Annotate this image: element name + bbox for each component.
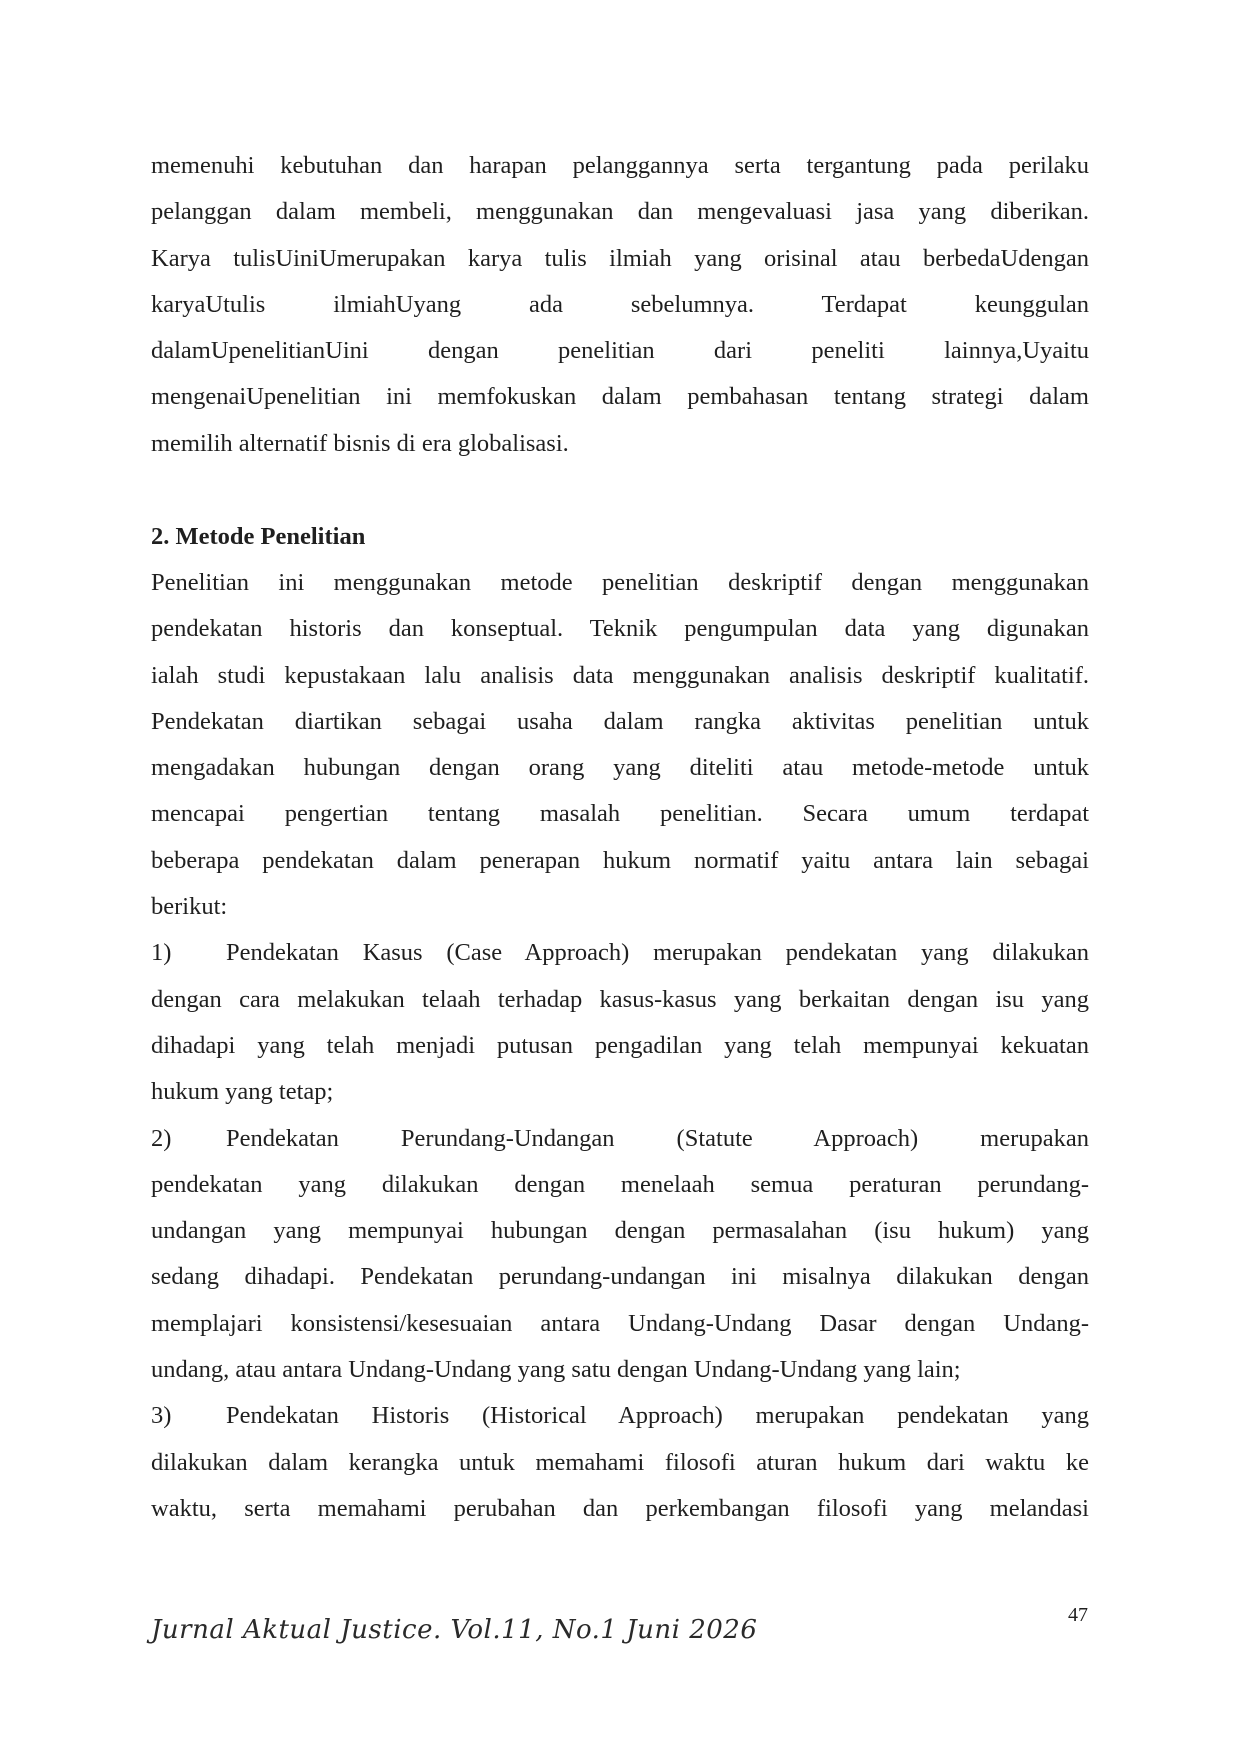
text-line: Penelitian ini menggunakan metode penelitian deskriptif dengan menggunakan xyxy=(151,569,1089,596)
journal-footer: Jurnal Aktual Justice. Vol.11, No.1 Juni 2026 xyxy=(151,1615,758,1645)
text-line: dilakukan dalam kerangka untuk memahami filosofi aturan hukum dari waktu ke xyxy=(151,1448,1089,1476)
text-line: Pendekatan diartikan sebagai usaha dalam rangka aktivitas penelitian untuk xyxy=(151,707,1089,735)
text-line: pendekatan historis dan konseptual. Teknik pengumpulan data yang digunakan xyxy=(151,615,1089,643)
text-line: memenuhi kebutuhan dan harapan pelanggannya serta tergantung pada perilaku xyxy=(151,152,1089,179)
list-text: Pendekatan Kasus (Case Approach) merupakan pendekatan yang dilakukan xyxy=(226,939,1089,967)
text-line: memplajari konsistensi/kesesuaian antara Undang-Undang Dasar dengan Undang- xyxy=(151,1309,1089,1337)
text-line: hukum yang tetap; xyxy=(151,1078,334,1106)
text-line: Karya tulisUiniUmerupakan karya tulis ilmiah yang orisinal atau berbedaUdengan xyxy=(151,244,1089,272)
text-line: mengadakan hubungan dengan orang yang diteliti atau metode-metode untuk xyxy=(151,754,1089,782)
text-line: sedang dihadapi. Pendekatan perundang-undangan ini misalnya dilakukan dengan xyxy=(151,1263,1089,1291)
paragraph-method xyxy=(151,560,1089,1532)
list-text: Pendekatan Perundang-Undangan (Statute Approach) merupakan xyxy=(226,1124,1089,1152)
text-line: ialah studi kepustakaan lalu analisis data menggunakan analisis deskriptif kualitatif. xyxy=(151,661,1089,689)
text-line: beberapa pendekatan dalam penerapan hukum normatif yaitu antara lain sebagai xyxy=(151,846,1089,874)
list-item-first-line xyxy=(151,1116,1089,1162)
text-line: undang, atau antara Undang-Undang yang satu dengan Undang-Undang yang lain; xyxy=(151,1356,961,1384)
list-item-2 xyxy=(151,1116,1089,1394)
list-item-first-line xyxy=(151,930,1089,976)
section-heading: 2. Metode Penelitian xyxy=(151,523,366,550)
text-line: karyaUtulis ilmiahUyang ada sebelumnya. Terdapat keunggulan xyxy=(151,290,1089,318)
text-line: mengenaiUpenelitian ini memfokuskan dalam pembahasan tentang strategi dalam xyxy=(151,383,1089,411)
list-number: 1) xyxy=(151,939,172,967)
text-line: dengan cara melakukan telaah terhadap kasus-kasus yang berkaitan dengan isu yang xyxy=(151,985,1089,1013)
page-number: 47 xyxy=(1068,1604,1088,1626)
text-line: berikut: xyxy=(151,893,228,921)
text-line: waktu, serta memahami perubahan dan perkembangan filosofi yang melandasi xyxy=(151,1494,1089,1522)
text-line: memilih alternatif bisnis di era globalisasi. xyxy=(151,429,569,457)
text-line: dalamUpenelitianUini dengan penelitian dari peneliti lainnya,Uyaitu xyxy=(151,337,1089,365)
list-item-3 xyxy=(151,1393,1089,1532)
text-line: pendekatan yang dilakukan dengan menelaah semua peraturan perundang- xyxy=(151,1170,1089,1198)
list-number: 3) xyxy=(151,1402,172,1430)
text-line: undangan yang mempunyai hubungan dengan permasalahan (isu hukum) yang xyxy=(151,1217,1089,1245)
list-item-1 xyxy=(151,930,1089,1115)
list-number: 2) xyxy=(151,1124,172,1152)
text-line: mencapai pengertian tentang masalah penelitian. Secara umum terdapat xyxy=(151,800,1089,828)
text-line: pelanggan dalam membeli, menggunakan dan mengevaluasi jasa yang diberikan. xyxy=(151,198,1089,226)
list-item-first-line xyxy=(151,1393,1089,1439)
paragraph-intro xyxy=(151,143,1089,467)
list-text: Pendekatan Historis (Historical Approach) merupakan pendekatan yang xyxy=(226,1402,1089,1430)
text-line: dihadapi yang telah menjadi putusan pengadilan yang telah mempunyai kekuatan xyxy=(151,1031,1089,1059)
